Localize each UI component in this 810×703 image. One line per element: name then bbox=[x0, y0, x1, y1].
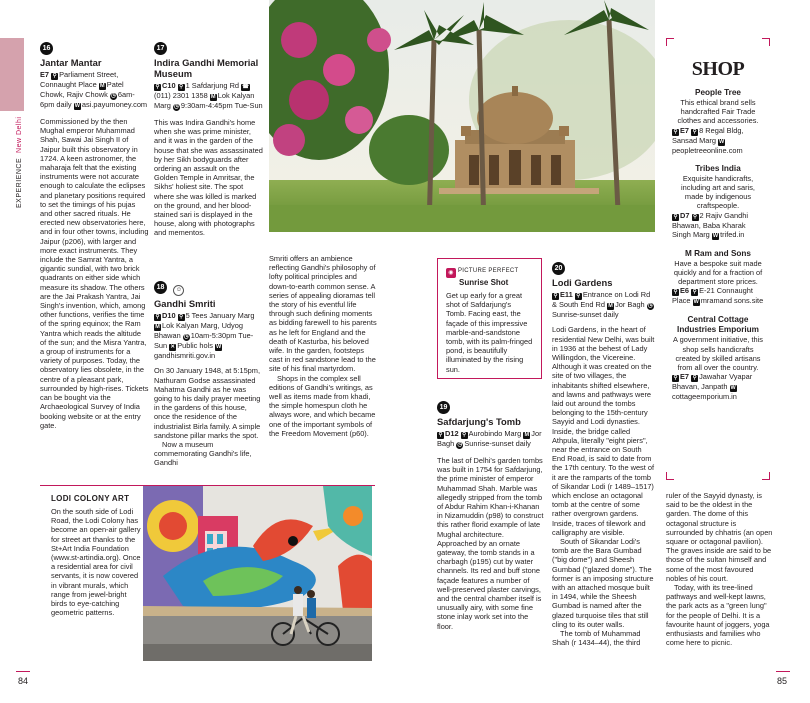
address: 5 Tees January Marg bbox=[185, 311, 255, 320]
side-place: New Delhi bbox=[16, 116, 23, 153]
shop-desc: A government initiative, this shop sells handicrafts created by skilled artisans from all over the country. bbox=[673, 335, 763, 373]
picture-perfect-label: ◉ PICTURE PERFECT bbox=[446, 267, 533, 278]
entry-number: 18 bbox=[154, 281, 167, 294]
paragraph: Smriti offers an ambience reflecting Gandhi's philosophy of lofty political principles and down-to-earth common sense. A series of appealing dioramas tell the story of his eventful life through such defining moments as bidding farewell to his parents as he left for England and the death of Kasturba, his beloved wife. In the garden, footsteps cast in red sandstone lead to the site of his final martyrdom. bbox=[269, 254, 377, 374]
address: 1 Safdarjung Rd bbox=[185, 81, 240, 90]
picture-perfect-text: Get up early for a great shot of Safdarjung's Tomb. Facing east, the façade of this impressive marble-and-sandstone tomb, with its palm-fringed pond, is beautifully illuminated by the rising sun. bbox=[446, 291, 533, 374]
shop-item bbox=[672, 164, 764, 240]
colony-title: LODI COLONY ART bbox=[51, 494, 130, 503]
paragraph: The tomb of Muhammad Shah (r 1434–44), the third bbox=[552, 629, 641, 648]
metro: Lok Kalyan Marg bbox=[154, 91, 255, 110]
grid-ref: D10 bbox=[162, 311, 176, 320]
hours: Sunrise-sunset daily bbox=[464, 439, 531, 448]
paragraph: Shops in the complex sell editions of Gandhi's writings, as well as items made from khadi, the simple homespun cloth he always wore, and which became one of the important symbols of the Freedom Movement (p60). bbox=[269, 373, 376, 438]
shop-desc: Exquisite handicrafts, including art and saris, made by indigenous craftspeople. bbox=[681, 173, 755, 211]
clock-icon: ◷ bbox=[647, 303, 653, 309]
closed-icon: ✕ bbox=[170, 344, 176, 350]
shop-corner-br bbox=[762, 472, 770, 480]
lodi-continued bbox=[666, 491, 774, 647]
entry-body: This was Indira Gandhi's home when she was prime minister, and it was in the garden of the house that she was assassinated by her Sikh bodyguards after ordering an assault on the Golden Temple in Amritsar, the Sikhs' holiest site. The spot where she was killed is marked on the ground, and her blood-stained sari is displayed in the house, along with photographs and mementos. bbox=[154, 118, 263, 238]
shop-name: Central Cottage Industries Emporium bbox=[677, 315, 759, 335]
side-tab bbox=[0, 38, 24, 111]
entry-info bbox=[552, 290, 656, 319]
pin-icon: ⚲ bbox=[155, 314, 160, 320]
clock-icon: ◷ bbox=[457, 442, 463, 448]
pin-icon: ⚲ bbox=[155, 84, 160, 90]
safdarjung-section bbox=[437, 396, 545, 631]
pin-icon: ⚲ bbox=[673, 128, 678, 135]
pin-icon: ⚲ bbox=[438, 432, 443, 438]
website[interactable]: trifed.in bbox=[720, 229, 745, 239]
metro-icon: M bbox=[99, 83, 105, 89]
metro: Patel Chowk, Rajiv Chowk bbox=[40, 80, 124, 99]
web-icon: W bbox=[74, 103, 80, 109]
pin-icon: ⚲ bbox=[673, 375, 678, 382]
web-icon: W bbox=[693, 299, 699, 306]
jantar-section bbox=[40, 37, 149, 430]
shop-info bbox=[672, 126, 764, 155]
closed: Public hols bbox=[177, 341, 213, 350]
website[interactable]: peopletreeonline.com bbox=[672, 145, 743, 155]
camera-icon: ◉ bbox=[446, 268, 456, 278]
entry-body: Commissioned by the then Mughal emperor Muhammad Shah, Sawai Jai Singh II of Jaipur built this observatory in 1724. A keen astronomer, the maharaja felt that the existing instruments were not accurate enough to calculate the eclipses and planetary positions required to set the timings of his pujas and other sacred rituals. He erected new observatories here, and in four other towns, including Jaipur (p206), with larger and more exact instruments. They include the Samrat Yantra, a gigantic sundial, with two brick quadrants on either side which measure its shadow. The others are the Jai Prakash Yantra, Jai Singh's invention, which, among other functions, verifies the time of the spring equinox; the Ram Yantra which reads the altitude of the sun; and the Misra Yantra, a group of instruments for a variety of purposes. Today, the observatory lies obsolete, in the centre of a pleasant park, surrounded by high-rises. Tickets can be bought via the Archaeological Survey of India booking website or at the entry gate. bbox=[40, 117, 149, 430]
shop-info bbox=[672, 372, 764, 401]
indira-section bbox=[154, 37, 264, 238]
grid-ref: D12 bbox=[445, 429, 459, 438]
pin-icon: ⚲ bbox=[179, 84, 184, 90]
entry-number: 20 bbox=[552, 262, 565, 275]
entry-title: Safdarjung's Tomb bbox=[437, 416, 521, 427]
address: 2 Rajiv Gandhi Bhawan, Baba Kharak Singh Marg bbox=[672, 210, 748, 239]
paragraph: ruler of the Sayyid dynasty, is said to be the oldest in the garden. The dome of this octagonal structure is surrounded by chhatris (an open square or octagonal pavilion). The graves inside are said to be those of the sultan himself and some of the most favoured nobles of his court. bbox=[666, 491, 773, 583]
pin-icon: ⚲ bbox=[576, 293, 581, 299]
hours: 9:30am-4:45pm Tue-Sun bbox=[180, 101, 263, 110]
hours: Sunrise-sunset daily bbox=[552, 310, 619, 319]
pin-icon: ⚲ bbox=[462, 432, 467, 438]
lodi-tomb-photo bbox=[269, 0, 655, 232]
colony-text: On the south side of Lodi Road, the Lodi Colony has become an open-air gallery for street art thanks to the St+Art India Foundation (www.st-artindia.org). Once a residential area for civil servants, it is now covered in vibrant murals, which range from jewel-bright birds to eye-catching geometric patterns. bbox=[51, 507, 141, 618]
hours: 6am-6pm daily bbox=[40, 90, 135, 109]
entry-body bbox=[154, 366, 264, 467]
tomb-photo-svg bbox=[269, 0, 655, 232]
pin-icon: ⚲ bbox=[692, 289, 697, 296]
entry-info bbox=[437, 429, 545, 449]
grid-ref: E7 bbox=[40, 70, 50, 79]
shop-heading: SHOP bbox=[691, 58, 745, 80]
shop-corner-bl bbox=[666, 472, 674, 480]
metro-icon: M bbox=[608, 303, 613, 309]
paragraph: Lodi Gardens, in the heart of residential New Delhi, was built in 1936 at the behest of Lady Willingdon, the Vicereine. Although it was created on the site of two villages, the inhabitants shifted elsewhere, and lawns and pathways were laid out around the tombs belonging to the 15th-century Sayyid and Lodi dynasties. Inside, the bridge called Athpula, literally "eight piers", near the entrance on South End Road, is said to date from the 17th century. To the west of it are the ramparts of the tomb of Sikandar Lodi (r 1489–1517) which enclose an octagonal tomb at the centre of some rather overgrown gardens. Inside, traces of tilework and calligraphy are visible. bbox=[552, 325, 655, 537]
shop-name: People Tree bbox=[695, 88, 741, 97]
clock-icon: ◷ bbox=[183, 334, 189, 340]
entry-info bbox=[154, 81, 264, 111]
shop-item bbox=[672, 249, 764, 307]
address: 8 Regal Bldg, Sansad Marg bbox=[672, 125, 744, 145]
pin-icon: ⚲ bbox=[553, 293, 558, 299]
paragraph: On 30 January 1948, at 5:15pm, Nathuram Godse assassinated Mahatma Gandhi as he was going to his daily prayer meeting in the gardens of this house, once the residence of the industrialist Birla family. A simple sandstone pillar marks the spot. bbox=[154, 366, 261, 440]
pin-icon: ⚲ bbox=[179, 314, 184, 320]
entry-body bbox=[552, 325, 656, 647]
metro-icon: M bbox=[155, 324, 160, 330]
shop-corner-tl bbox=[666, 38, 674, 46]
footer-rule-right bbox=[776, 671, 790, 672]
family-icon: ☺ bbox=[173, 285, 184, 296]
metro-icon: M bbox=[524, 432, 530, 438]
pin-icon: ⚲ bbox=[692, 375, 697, 382]
website[interactable]: gandhismriti.gov.in bbox=[154, 351, 216, 360]
side-label bbox=[16, 117, 23, 208]
smriti-continued bbox=[269, 254, 379, 438]
metro: Jor Bagh bbox=[437, 429, 542, 448]
metro-icon: M bbox=[210, 94, 216, 100]
entry-title: Jantar Mantar bbox=[40, 57, 102, 68]
clock-icon: ◷ bbox=[174, 104, 179, 110]
shop-info bbox=[672, 286, 764, 306]
paragraph: Now a museum commemorating Gandhi's life, Gandhi bbox=[154, 439, 252, 468]
address: Aurobindo Marg bbox=[468, 429, 522, 438]
entry-number: 16 bbox=[40, 42, 53, 55]
grid-ref: D7 bbox=[680, 210, 690, 220]
entry-title: Indira Gandhi Memorial Museum bbox=[154, 57, 259, 79]
entry-title: Gandhi Smriti bbox=[154, 298, 216, 309]
picture-perfect-title: Sunrise Shot bbox=[459, 278, 509, 287]
paragraph: Today, with its tree-lined pathways and well-kept lawns, the park acts as a "green lung" for the people of Delhi. It is a favourite haunt of joggers, yoga enthusiasts and families who come here to picnic. bbox=[666, 583, 770, 648]
pin-icon: ⚲ bbox=[673, 213, 678, 220]
side-section: EXPERIENCE bbox=[16, 157, 23, 208]
entry-info bbox=[154, 311, 264, 360]
shop-name: Tribes India bbox=[695, 163, 741, 173]
pin-icon: ⚲ bbox=[52, 73, 57, 79]
grid-ref: C10 bbox=[162, 81, 176, 90]
entry-body: The last of Delhi's garden tombs was built in 1754 for Safdarjung, the prime minister of emperor Muhammad Shah. Marble was allegedly stripped from the tomb of Abdur Rahim Khan-i-Khanan in Nizamuddin (p98) to construct this rather florid example of late Mughal architecture. Approached by an ornate gateway, the tomb stands in a charbagh (p195) cut by water channels. Its red and buff stone façade features a number of well-preserved plaster carvings, and the central chamber itself is unusually airy, with some fine stone inlay work set into the floor. bbox=[437, 456, 544, 631]
hours: 10am-5:30pm Tue-Sun bbox=[154, 331, 254, 350]
web-icon: W bbox=[730, 385, 736, 392]
entry-title: Lodi Gardens bbox=[552, 277, 613, 288]
shop-corner-tr bbox=[762, 38, 770, 46]
address: E-21 Connaught Place bbox=[672, 286, 753, 306]
web-icon: W bbox=[712, 232, 719, 239]
mural-photo-svg bbox=[143, 486, 372, 661]
address: Parliament Street, Connaught Place bbox=[40, 70, 119, 89]
footer-rule-left bbox=[16, 671, 30, 672]
grid-ref: E7 bbox=[680, 125, 690, 135]
shop-item bbox=[672, 315, 764, 401]
pin-icon: ⚲ bbox=[692, 128, 697, 135]
shop-desc: Have a bespoke suit made quickly and for a fraction of department store prices. bbox=[673, 258, 763, 287]
pin-icon: ⚲ bbox=[673, 289, 678, 296]
shop-box bbox=[666, 38, 770, 480]
phone-icon: ☎ bbox=[242, 84, 249, 90]
web-icon: W bbox=[216, 344, 222, 350]
address: Jawahar Vyapar Bhavan, Janpath bbox=[672, 372, 753, 392]
picture-perfect-box bbox=[437, 258, 542, 379]
page-number-left: 84 bbox=[18, 676, 29, 686]
website[interactable]: asi.payumoney.com bbox=[81, 100, 148, 109]
web-icon: W bbox=[719, 138, 725, 145]
address: Entrance on Lodi Rd & South End Rd bbox=[552, 290, 651, 309]
grid-ref: E6 bbox=[680, 286, 690, 296]
shop-list bbox=[666, 88, 770, 401]
lodi-section bbox=[552, 257, 656, 647]
mural-photo bbox=[143, 486, 372, 661]
shop-name: M Ram and Sons bbox=[685, 248, 751, 258]
smriti-section bbox=[154, 276, 264, 468]
page-number-right: 85 bbox=[777, 676, 788, 686]
metro: Lok Kalyan Marg, Udyog Bhawan bbox=[154, 321, 243, 340]
entry-info bbox=[40, 70, 149, 110]
website[interactable]: mramand sons.site bbox=[700, 296, 764, 306]
shop-item bbox=[672, 88, 764, 155]
clock-icon: ◷ bbox=[110, 93, 116, 99]
grid-ref: E7 bbox=[680, 372, 690, 382]
paragraph: South of Sikandar Lodi's tomb are the Bara Gumbad ("big dome") and Sheesh Gumbad ("glazed dome"). The former is an imposing structure with an attached mosque built in 1494, while the Sheesh Gumbad is named after the glazed turquoise tiles that still cling to its outer walls. bbox=[552, 536, 654, 629]
grid-ref: E11 bbox=[560, 290, 573, 299]
website[interactable]: cottageemporium.in bbox=[672, 392, 737, 402]
metro: Jor Bagh bbox=[615, 300, 645, 309]
phone: (011) 2301 1358 bbox=[154, 91, 208, 100]
shop-info bbox=[672, 211, 764, 240]
shop-desc: This ethical brand sells handcrafted Fair Trade clothes and accessories. bbox=[677, 98, 759, 126]
entry-number: 17 bbox=[154, 42, 167, 55]
pin-icon: ⚲ bbox=[693, 213, 698, 220]
entry-number: 19 bbox=[437, 401, 450, 414]
